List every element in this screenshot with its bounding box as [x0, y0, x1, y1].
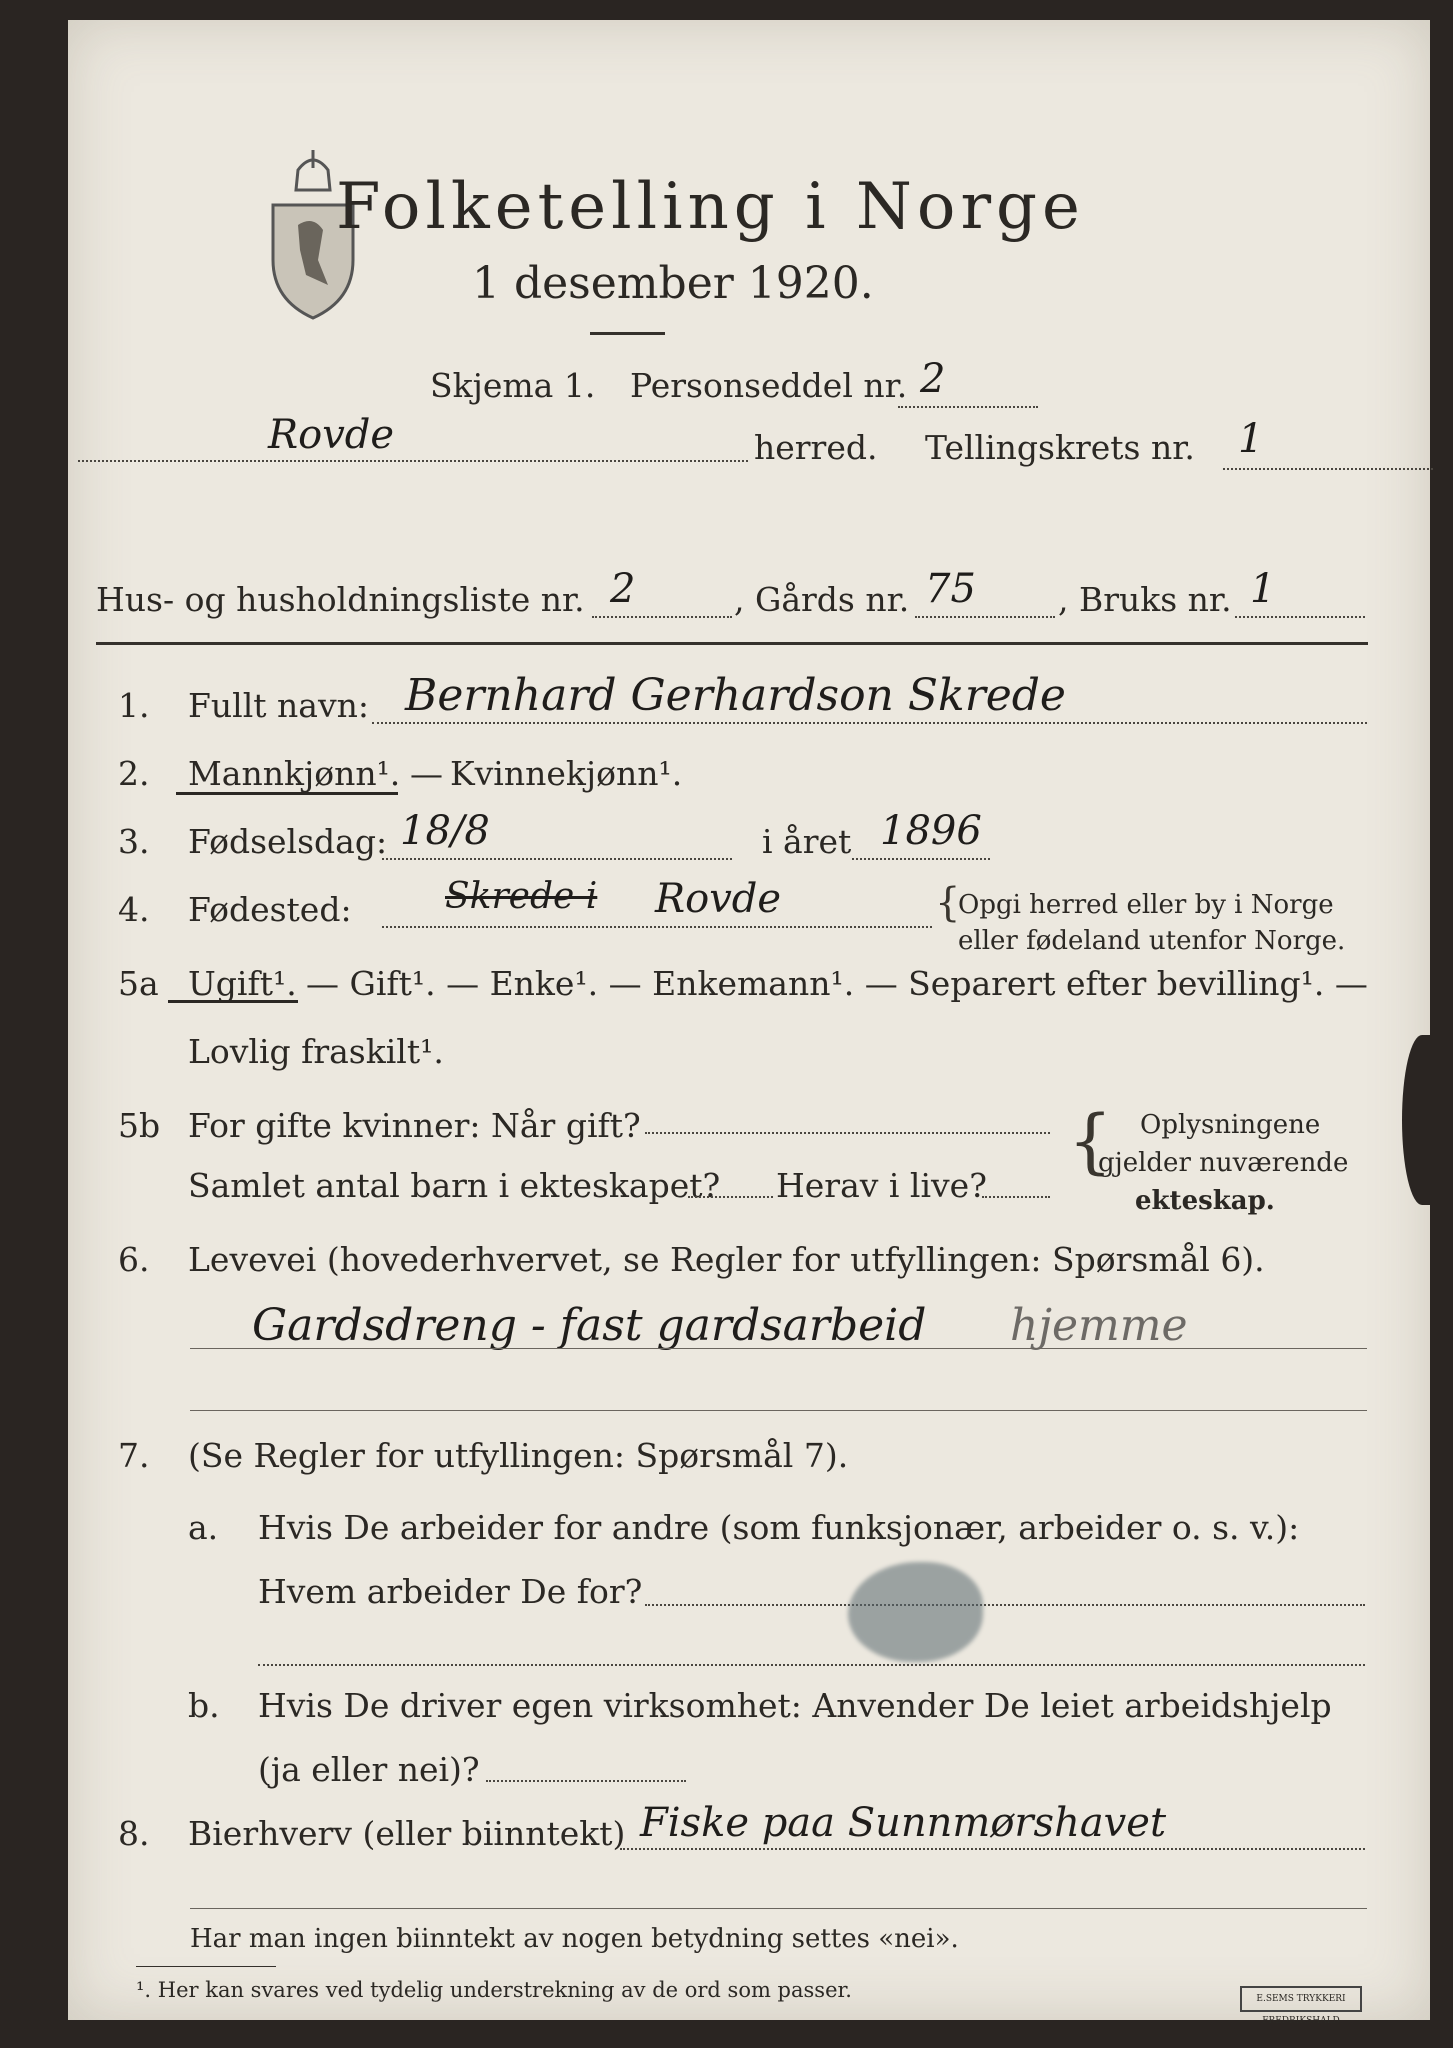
herred-label: herred.	[754, 428, 878, 467]
schema-label: Skjema 1.	[430, 366, 596, 405]
birthplace-note-line2: eller fødeland utenfor Norge.	[958, 926, 1346, 956]
personseddel-value: 2	[920, 356, 946, 402]
tellingskrets-value: 1	[1238, 416, 1264, 462]
q7b-letter: b.	[188, 1686, 220, 1725]
marriage-brace: {	[1068, 1100, 1113, 1182]
marital-options: — Gift¹. — Enke¹. — Enkemann¹. — Separert efter bevilling¹. —	[306, 964, 1368, 1003]
gards-value: 75	[925, 566, 976, 612]
side-income-value: Fiske paa Sunnmørshavet	[640, 1800, 1167, 1846]
q1-number: 1.	[118, 686, 150, 725]
q8-number: 8.	[118, 1814, 150, 1853]
occupation-faint-value: hjemme	[1010, 1300, 1188, 1351]
male-option: Mannkjønn¹.	[188, 754, 401, 793]
unmarried-option: Ugift¹.	[188, 964, 297, 1003]
q3-label: Fødselsdag:	[188, 822, 388, 861]
q4-label: Fødested:	[188, 890, 352, 929]
marriage-note-line2: gjelder nuværende	[1098, 1148, 1349, 1178]
q7a-question: Hvis De arbeider for andre (som funksjonær, arbeider o. s. v.):	[258, 1508, 1300, 1547]
year-label: i året	[762, 822, 852, 861]
census-date: 1 desember 1920.	[472, 258, 874, 309]
unmarried-underline	[168, 1000, 298, 1003]
printer-mark: E.SEMS TRYKKERI FREDRIKSHALD	[1240, 1986, 1362, 2012]
divorced-option: Lovlig fraskilt¹.	[188, 1032, 444, 1071]
birthplace-note-line1: Opgi herred eller by i Norge	[958, 890, 1334, 920]
full-name-value: Bernhard Gerhardson Skrede	[405, 670, 1066, 721]
q7a-letter: a.	[188, 1508, 219, 1547]
form-title: Folketelling i Norge	[336, 170, 1085, 244]
personseddel-label: Personseddel nr.	[630, 366, 908, 405]
title-divider	[590, 332, 665, 335]
birthplace-brace: {	[935, 880, 961, 926]
q6-number: 6.	[118, 1240, 150, 1279]
male-underline	[176, 792, 398, 795]
q3-number: 3.	[118, 822, 150, 861]
q7a-employer-label: Hvem arbeider De for?	[258, 1572, 643, 1611]
header-separator	[96, 642, 1368, 645]
ink-stain	[848, 1562, 983, 1662]
q5a-number: 5a	[118, 964, 159, 1003]
q5b-children-total: Samlet antal barn i ekteskapet?	[188, 1166, 721, 1205]
birthplace-struck-value: Skrede i	[445, 876, 598, 917]
birthday-value: 18/8	[400, 808, 490, 854]
occupation-value: Gardsdreng - fast gardsarbeid	[252, 1300, 927, 1351]
q2-number: 2.	[118, 754, 150, 793]
husliste-value: 2	[610, 566, 636, 612]
birth-year-value: 1896	[880, 808, 982, 854]
footer-note: Har man ingen biinntekt av nogen betydning settes «nei».	[190, 1924, 959, 1954]
marriage-note-line3: ekteskap.	[1135, 1186, 1275, 1216]
q7b-yes-no-label: (ja eller nei)?	[258, 1750, 480, 1789]
tellingskrets-label: Tellingskrets nr.	[925, 428, 1195, 467]
q8-label: Bierhverv (eller biinntekt)	[188, 1814, 626, 1853]
q4-number: 4.	[118, 890, 150, 929]
q7b-question: Hvis De driver egen virksomhet: Anvender De leiet arbeidshjelp	[258, 1686, 1332, 1725]
q1-label: Fullt navn:	[188, 686, 369, 725]
marriage-note-line1: Oplysningene	[1140, 1110, 1321, 1140]
bruks-value: 1	[1250, 566, 1276, 612]
bruks-label: , Bruks nr.	[1058, 580, 1232, 619]
page-edge-notch	[1402, 1035, 1442, 1205]
q6-label: Levevei (hovederhvervet, se Regler for utfyllingen: Spørsmål 6).	[188, 1240, 1265, 1279]
q7-label: (Se Regler for utfyllingen: Spørsmål 7).	[188, 1436, 849, 1475]
herred-value: Rovde	[268, 412, 395, 458]
birthplace-value: Rovde	[655, 876, 782, 922]
q5b-when-married: For gifte kvinner: Når gift?	[188, 1106, 641, 1145]
female-option: Kvinnekjønn¹.	[450, 754, 683, 793]
q7-number: 7.	[118, 1436, 150, 1475]
q5b-number: 5b	[118, 1106, 161, 1145]
gards-label: , Gårds nr.	[734, 580, 910, 619]
footnote: ¹. Her kan svares ved tydelig understrekning av de ord som passer.	[136, 1978, 852, 2002]
q5b-children-alive: Herav i live?	[776, 1166, 987, 1205]
husliste-label: Hus- og husholdningsliste nr.	[96, 580, 585, 619]
gender-separator: —	[410, 754, 443, 793]
